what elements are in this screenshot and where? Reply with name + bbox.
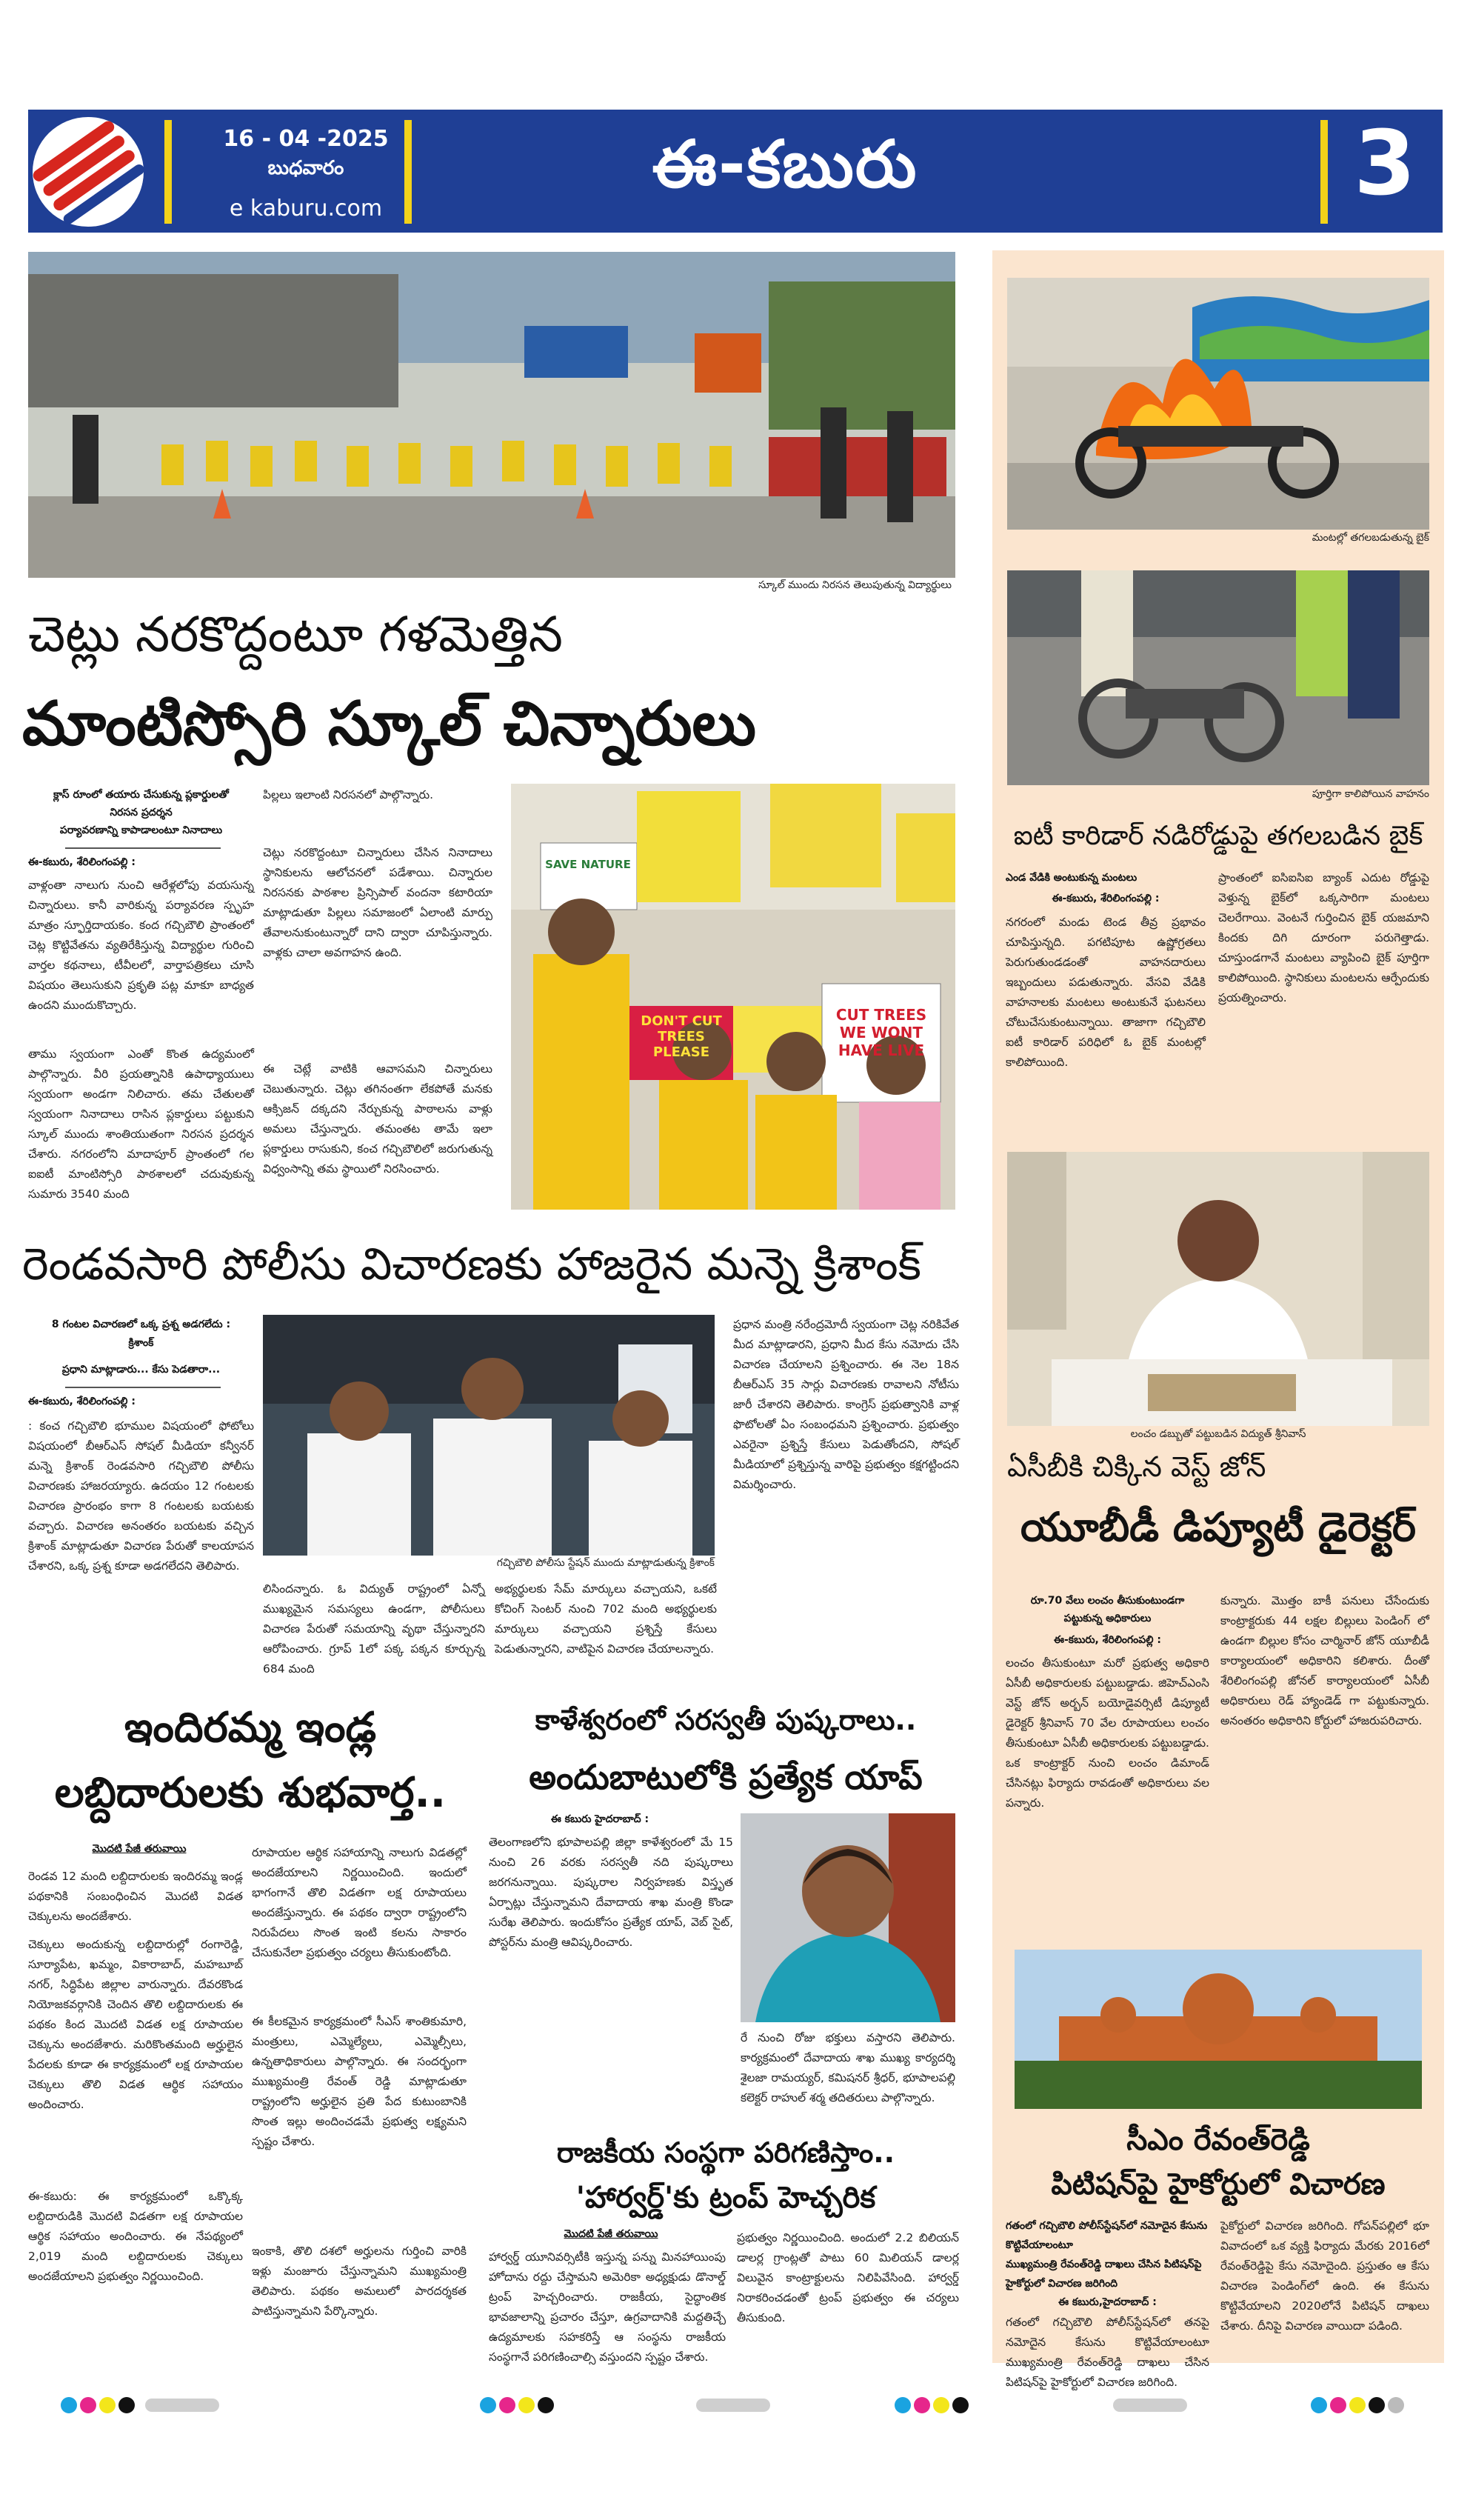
minister-photo bbox=[741, 1813, 955, 2022]
photo-caption: మంటల్లో తగలబడుతున్న బైక్ bbox=[1312, 532, 1429, 544]
story-kicker: ప్రధాని మాట్లాడారు... కేసు పెడతారా... bbox=[61, 1364, 221, 1376]
divider bbox=[65, 1387, 221, 1388]
photo-caption: గచ్చిబౌలి పోలీసు స్టేషన్ ముందు మాట్లాడుతున్న క్రిశాంక్ bbox=[496, 1557, 715, 1569]
story-body: ఈ చెట్లే వాటికి ఆవాసమని చిన్నారులు చెబుతున్నారు. చెట్లు తగినంతగా లేకపోతే మనకు ఆక్సిజన్ దక్కదని నేర్చుకున్న పాఠాలను వాళ్లు అమలు చేస్తున్నారు. తమంతట తామే ఇలా ప్లకార్డులు రాసుకుని, కంచ గచ్చిబౌలిలో జరుగుతున్న విధ్వంసాన్ని తమ స్థాయిలో నిరసించారు. bbox=[263, 1062, 492, 1176]
story-body: చెట్లు నరకొద్దంటూ చిన్నారులు చేసిన నినాదాలు స్థానికులను ఆలోచనలో పడేశాయి. చిన్నారుల నిరసనకు పాఠశాల ప్రిన్సిపాల్ వందనా కటారియా మాట్లాడుతూ పిల్లలు సమాజంలో ఏలాంటి మార్పు తేవాలనుకుంటున్నారో దాని ద్వారా చూపిస్తున్నారు. వాళ్లకు చాలా అవగాహన ఉంది. bbox=[263, 846, 492, 959]
story-headline: సీఎం రేవంత్‌రెడ్డి bbox=[1126, 2123, 1310, 2157]
registration-marks bbox=[1311, 2397, 1404, 2413]
story-body: ప్రాంతంలో ఐసిఐసిఐ బ్యాంక్ ఎదుట రోడ్డుపై వెళ్తున్న బైక్‌లో ఒక్కసారిగా మంటలు చెలరేగాయి. వెంటనే గుర్తించిన బైక్ యజమాని కిందకు దిగి దూరంగా పరుగెత్తాడు. చూస్తుండగానే మంటలు వ్యాపించి బైక్ పూర్తిగా కాలిపోయింది. స్థానికులు మంటలను ఆర్పేందుకు ప్రయత్నించారు. bbox=[1218, 871, 1429, 1004]
registration-bar bbox=[1113, 2399, 1187, 2412]
story-headline: లబ్దిదారులకు శుభవార్త.. bbox=[54, 1769, 447, 1817]
story-kicker: పట్టుకున్న అధికారులు bbox=[1063, 1613, 1152, 1624]
story-byline: ఈ-కబురు, శేరిలింగంపల్లి : bbox=[28, 1396, 136, 1407]
story-body: ప్రభుత్వం నిర్ణయించింది. అందులో 2.2 బిలియన్ డాలర్ల గ్రాంట్లతో పాటు 60 మిలియన్ డాలర్ల విలువైన కాంట్రాక్టులను నిలిపివేసింది. హార్వర్డ్ నిరాకరించడంతో ట్రంప్ ప్రభుత్వం ఈ చర్యలు తీసుకుంది. bbox=[737, 2231, 959, 2324]
story-headline: మాంటిస్సోరి స్కూల్ చిన్నారులు bbox=[22, 689, 756, 759]
story-body: వాళ్లంతా నాలుగు నుంచి ఆరేళ్లలోపు వయసున్న చిన్నారులు. కానీ వారికున్న పర్యావరణ స్పృహ మాత్రం స్ఫూర్తిదాయకం. కంద గచ్చిబౌలి ప్రాంతంలో చెట్ల కొట్టివేతను వ్యతిరేకిస్తున్న విద్యార్థుల గురించి వార్తల కథనాలు, టీవీలలో, వార్తాపత్రికలు చూసి విషయం తెలుసుకుని ప్రకృతి పట్ల మాకూ బాధ్యత ఉందని ముందుకొచ్చారు. bbox=[28, 879, 254, 1012]
story-kicker: పర్యావరణాన్ని కాపాడాలంటూ నినాదాలు bbox=[59, 824, 223, 836]
story-kicker: 8 గంటల విచారణలో ఒక్క ప్రశ్న అడగలేదు : bbox=[51, 1319, 231, 1330]
page-number: 3 bbox=[1354, 113, 1416, 216]
story-headline: రెండవసారి పోలీసు విచారణకు హాజరైన మన్నె క్రిశాంక్ bbox=[22, 1239, 922, 1290]
krishank-photo bbox=[263, 1315, 715, 1556]
photo-caption: లంచం డబ్బుతో పట్టుబడిన విద్యుత్ శ్రీనివాస్ bbox=[1130, 1428, 1306, 1440]
story-byline: ఈ కబురు,హైదరాబాద్ : bbox=[1058, 2296, 1157, 2308]
registration-marks bbox=[480, 2397, 554, 2413]
high-court-photo bbox=[1015, 1950, 1422, 2109]
story-body: ఈ-కబురు: ఈ కార్యక్రమంలో ఒక్కొక్క లబ్దిదారుడికి మొదటి విడతగా లక్ష రూపాయల ఆర్థిక సహాయం అందించారు. ఈ నేపథ్యంలో 2,019 మంది లబ్దిదారులకు చెక్కులు అందజేయాలని ప్రభుత్వం నిర్ణయించింది. bbox=[28, 2190, 243, 2283]
story-body: ఈ కీలకమైన కార్యక్రమంలో సీఎస్ శాంతికుమారి, మంత్రులు, ఎమ్మెల్యేలు, ఎమ్మెల్సీలు, ఉన్నతాధికారులు పాల్గొన్నారు. ఈ సందర్భంగా ముఖ్యమంత్రి రేవంత్ రెడ్డి మాట్లాడుతూ రాష్ట్రంలోని అర్హులైన ప్రతి పేద కుటుంబానికి సొంత ఇల్లు అందించడమే ప్రభుత్వ లక్ష్యమని స్పష్టం చేశారు. bbox=[252, 2015, 467, 2148]
story-body bbox=[489, 2030, 733, 2119]
registration-marks bbox=[61, 2397, 135, 2413]
website-link[interactable]: e kaburu.com bbox=[229, 196, 383, 221]
story-kicker: రూ.70 వేలు లంచం తీసుకుంటుండగా bbox=[1030, 1595, 1185, 1607]
story-body: ప్రధాన మంత్రి నరేంద్రమోదీ స్వయంగా చెట్ల నరికివేత మీద మాట్లాడారని, ప్రధాని మీద కేసు నమోదు చేసి విచారణ చేయాలని ప్రశ్నించారు. ఈ నెల 18న బీఆర్ఎస్ 35 సార్లు విచారణకు రావాలని నోటీసు జారీ చేశారని తెలిపారు. కాంగ్రెస్ ప్రభుత్వానికి వాళ్ల ఫొటోలతో ఏం సంబంధమని ప్రశ్నించారు. ప్రభుత్వం ఎవరైనా ప్రశ్నిస్తే కేసులు పెడుతోందని, సోషల్ మీడియాలో ప్రశ్నిస్తున్న వారిపై ప్రభుత్వం కక్షగట్టిందని విమర్శించారు. bbox=[733, 1318, 959, 1491]
story-body: పైకోర్టులో విచారణ జరిగింది. గోపన్‌పల్లిలో భూ వివాదంలో ఒక వ్యక్తి ఫిర్యాదు మేరకు 2016లో రేవంత్‌రెడ్డిపై కేసు నమోదైంది. ప్రస్తుతం ఆ కేసు విచారణ పెండింగ్‌లో ఉంది. ఈ కేసును కొట్టివేయాలని 2020లోనే పిటిషన్ దాఖలు చేశారు. దీనిపై విచారణ వాయిదా పడింది. bbox=[1220, 2219, 1429, 2333]
story-body: గతంలో గచ్చిబౌలి పోలీస్‌స్టేషన్‌లో తనపై నమోదైన కేసును కొట్టివేయాలంటూ ముఖ్యమంత్రి రేవంత్‌రెడ్డి దాఖలు చేసిన పిటిషన్‌పై హైకోర్టులో విచారణ జరిగింది. bbox=[1006, 2316, 1209, 2389]
burning-bike-photo bbox=[1007, 278, 1429, 530]
story-headline: అందుబాటులోకి ప్రత్యేక యాప్ bbox=[529, 1757, 923, 1797]
placard-text: SAVE NATURE bbox=[545, 858, 631, 871]
photo-caption: స్కూల్ ముందు నిరసన తెలుపుతున్న విద్యార్థులు bbox=[758, 579, 952, 591]
story-headline: పిటిషన్‌పై హైకోర్టులో విచారణ bbox=[1051, 2167, 1386, 2201]
placard-text: CUT TREES WE WONT HAVE LIVE bbox=[835, 1006, 927, 1059]
masthead-divider bbox=[1320, 120, 1328, 224]
story-body: హార్వర్డ్ యూనివర్సిటీకి ఇస్తున్న పన్ను మినహాయింపు హోదాను రద్దు చేస్తామని అమెరికా అధ్యక్షుడు డొనాల్డ్ ట్రంప్ హెచ్చరించారు. రాజకీయ, సైద్ధాంతిక భావజాలాన్ని ప్రచారం చేస్తూ, ఉగ్రవాదానికి మద్దతిచ్చే ఉద్యమాలకు సహకరిస్తే ఆ సంస్థను రాజకీయ సంస్థగానే పరిగణించాల్సి వస్తుందని స్పష్టం చేశారు. bbox=[489, 2250, 726, 2364]
story-body: రే నుంచి రోజు భక్తులు వస్తారని తెలిపారు. కార్యక్రమంలో దేవాదాయ శాఖ ముఖ్య కార్యదర్శి శైలజా రామయ్యర్, కమిషనర్ శ్రీధర్, భూపాలపల్లి కలెక్టర్ రాహుల్ శర్మ తదితరులు పాల్గొన్నారు. bbox=[741, 2031, 955, 2104]
story-headline: 'హార్వర్డ్'కు ట్రంప్ హెచ్చరిక bbox=[575, 2181, 876, 2215]
story-kicker: ముఖ్యమంత్రి రేవంత్‌రెడ్డి దాఖలు చేసిన పిటిషన్‌పై హైకోర్టులో విచారణ జరిగింది bbox=[1006, 2259, 1202, 2290]
story-body: తెలంగాణలోని భూపాలపల్లి జిల్లా కాళేశ్వరంలో మే 15 నుంచి 26 వరకు సరస్వతీ నది పుష్కరాలు జరగనున్నాయి. పుష్కరాల నిర్వహణకు విస్తృత ఏర్పాట్లు చేస్తున్నామని దేవాదాయ శాఖ మంత్రి కొండా సురేఖ తెలిపారు. ఇందుకోసం ప్రత్యేక యాప్, వెబ్ సైట్, పోస్టర్‌ను మంత్రి ఆవిష్కరించారు. bbox=[489, 1836, 733, 1949]
story-byline: ఈ-కబురు, శేరిలింగంపల్లి : bbox=[28, 856, 136, 868]
story-headline: యూబీడీ డిప్యూటీ డైరెక్టర్ bbox=[1020, 1504, 1416, 1550]
children-placards-photo bbox=[511, 784, 955, 1210]
story-headline: కాళేశ్వరంలో సరస్వతీ పుష్కరాలు.. bbox=[535, 1704, 917, 1736]
story-body: పిల్లలు ఇలాంటి నిరసనలో పాల్గొన్నారు. bbox=[263, 788, 434, 801]
issue-day: బుధవారం bbox=[267, 157, 344, 179]
story-body: రెండవ 12 మంది లబ్దిదారులకు ఇందిరమ్మ ఇండ్ల పథకానికి సంబంధించిన మొదటి విడత చెక్కులను అందజేశారు. bbox=[28, 1870, 243, 1923]
story-kicker: ఎండ వేడికి అంటుకున్న మంటలు bbox=[1006, 872, 1137, 884]
ekaburu-logo bbox=[33, 117, 144, 227]
story-byline: మొదటి పేజీ తరువాయి bbox=[564, 2228, 658, 2240]
story-body: లిసిందన్నారు. ఓ విద్యుత్ రాష్ట్రంలో ఏన్నో ముఖ్యమైన సమస్యలు ఉండగా, పోలీసులు విచారణ పేరుతో సమయాన్ని వృథా చేస్తున్నారని ఆరోపించారు. గ్రూప్ 1లో పక్క పక్కన కూర్చున్న 684 మంది bbox=[263, 1582, 485, 1676]
story-body: అభ్యర్థులకు సేమ్ మార్కులు వచ్చాయని, ఒకటే కోచింగ్ సెంటర్ నుంచి 702 మంది అభ్యర్థులకు మార్కులు వచ్చాయని ప్రశ్నిస్తే కేసులు పెడుతున్నారని, వాటిపైన విచారణ చేయాలన్నారు. bbox=[495, 1582, 717, 1656]
story-byline: ఈ-కబురు, శేరిలింగంపల్లి : bbox=[1052, 893, 1160, 904]
divider bbox=[65, 847, 221, 849]
placard-text: DON'T CUT TREES PLEASE bbox=[641, 1013, 722, 1060]
story-body: చెక్కులు అందుకున్న లబ్దిదారుల్లో రంగారెడ్డి, సూర్యాపేట, ఖమ్మం, వికారాబాద్, మహబూబ్ నగర్, సిద్ధిపేట జిల్లాల వారున్నారు. దేవరకొండ నియోజకవర్గానికి చెందిన తొలి లబ్దిదారులకు ఈ పథకం కింద మొదటి విడత లక్ష రూపాయల చెక్కును అందజేశారు. మరికొంతమంది అర్హులైన పేదలకు కూడా ఈ కార్యక్రమంలో లక్ష రూపాయల చెక్కులు తొలి విడత ఆర్థిక సహాయం అందించారు. bbox=[28, 1938, 243, 2111]
story-headline: ఇందిరమ్మ ఇండ్ల bbox=[124, 1704, 377, 1752]
brand-name: ఈ-కబురు bbox=[652, 126, 918, 202]
story-kicker: నిరసన ప్రదర్శన bbox=[110, 807, 173, 819]
burnt-bike-photo bbox=[1007, 570, 1429, 785]
story-headline: ఏసీబీకి చిక్కిన వెస్ట్ జోన్ bbox=[1007, 1450, 1266, 1483]
issue-date: 16 - 04 -2025 bbox=[223, 126, 389, 152]
story-kicker: క్రిశాంక్ bbox=[128, 1337, 154, 1349]
story-body: లంచం తీసుకుంటూ మరో ప్రభుత్వ అధికారి ఏసీబీ అధికారులకు పట్టుబడ్డాడు. జిహెచ్ఎంసి వెస్ట్ జోన్ అర్బన్ బయోడైవర్సిటీ డిప్యూటీ డైరెక్టర్ శ్రీనివాస్ 70 వేల రూపాయలు లంచం తీసుకుంటూ ఏసీబీ అధికారులకు పట్టుబడ్డాడు. ఒక కాంట్రాక్టర్ నుంచి లంచం డిమాండ్ చేసినట్లు ఫిర్యాదు రావడంతో అధికారులు వల పన్నారు. bbox=[1006, 1656, 1209, 1810]
story-body: రూపాయల ఆర్థిక సహాయాన్ని నాలుగు విడతల్లో అందజేయాలని నిర్ణయించింది. ఇందులో భాగంగానే తొలి విడతగా లక్ష రూపాయలు అందజేస్తున్నారు. ఈ పథకం ద్వారా రాష్ట్రంలోని నిరుపేదలు సొంత ఇంటి కలను సాకారం చేసుకునేలా ప్రభుత్వం చర్యలు తీసుకుంటోంది. bbox=[252, 1846, 467, 1959]
acb-official-photo bbox=[1007, 1152, 1429, 1426]
story-body: కున్నారు. మొత్తం బాకీ పనులు చేసేందుకు కాంట్రాక్టరుకు 44 లక్షల బిల్లులు పెండింగ్ లో ఉండగా బిల్లుల కోసం చార్మినార్ జోన్ యూబీడీ కార్యాలయంలో అధికారిని కలిశారు. దీంతో శేరిలింగంపల్లి జోనల్ కార్యాలయంలో ఏసీబీ అధికారులు రెడ్ హ్యాండెడ్ గా పట్టుకున్నారు. అనంతరం అధికారిని కోర్టులో హాజరుపరిచారు. bbox=[1220, 1594, 1429, 1727]
photo-caption: పూర్తిగా కాలిపోయిన వాహనం bbox=[1312, 788, 1429, 800]
story-body: : కంచ గచ్చిబౌలి భూముల విషయంలో ఫోటోలు విషయంలో బీఆర్ఎస్ సోషల్ మీడియా కన్వీనర్ మన్నె క్రిశాంక్ రెండవసారి గచ్చిబౌలి పోలీసు విచారణకు హాజరయ్యారు. ఉదయం 12 గంటలకు విచారణ ప్రారంభం కాగా 8 గంటలకు బయటకు వచ్చారు. విచారణ అనంతరం బయటకు వచ్చిన క్రిశాంక్ మాట్లాడుతూ విచారణ పేరుతో కాలయాపన చేశారని, ఒక్క ప్రశ్న కూడా అడగలేదని తెలిపారు. bbox=[28, 1419, 254, 1573]
story-headline: ఐటీ కారిడార్ నడిరోడ్డుపై తగలబడిన బైక్ bbox=[1013, 821, 1423, 851]
masthead-divider bbox=[164, 120, 172, 224]
story-body: తాము స్వయంగా ఎంతో కొంత ఉద్యమంలో పాల్గొన్నారు. వీరి ప్రయత్నానికి ఉపాధ్యాయులు స్వయంగా అండగా నిలిచారు. తమ చేతులతో స్వయంగా నినాదాలు రాసిన ప్లకార్డులు పట్టుకుని స్కూల్ ముందు శాంతియుతంగా నిరసన ప్రదర్శన చేశారు. నగరంలోని మాదాపూర్ ప్రాంతంలో గల ఐఐటీ మాంటిస్సోరి పాఠశాలలో చదువుకున్న సుమారు 3540 మంది bbox=[28, 1047, 254, 1201]
school-protest-photo bbox=[28, 252, 955, 578]
story-headline: చెట్లు నరకొద్దంటూ గళమెత్తిన bbox=[28, 606, 563, 663]
story-headline: రాజకీయ సంస్థగా పరిగణిస్తాం.. bbox=[556, 2136, 895, 2169]
masthead-divider bbox=[404, 120, 412, 224]
story-byline: మొదటి పేజీ తరువాయి bbox=[92, 1843, 187, 1855]
story-kicker: గతంలో గచ్చిబౌలి పోలీస్‌స్టేషన్‌లో నమోదైన కేసును కొట్టివేయాలంటూ bbox=[1006, 2220, 1208, 2251]
story-byline: ఈ-కబురు, శేరిలింగంపల్లి : bbox=[1054, 1634, 1161, 1646]
story-body: ఇంకాకి, తొలి దశలో అర్హులను గుర్తించి వారికి ఇళ్లు మంజూరు చేస్తున్నామని ముఖ్యమంత్రి తెలిపారు. పథకం అమలులో పారదర్శకత పాటిస్తున్నామని పేర్కొన్నారు. bbox=[252, 2244, 467, 2318]
story-body: నగరంలో మండు టెండ తీవ్ర ప్రభావం చూపిస్తున్నది. పగటిపూట ఉష్ణోగ్రతలు పెరుగుతుండడంతో వాహనదారులు ఇబ్బందులు పడుతున్నారు. వేసవి వేడికి వాహనాలకు మంటలు అంటుకునే ఘటనలు చోటుచేసుకుంటున్నాయి. తాజాగా గచ్చిబౌలి ఐటీ కారిడార్ పరిధిలో ఓ బైక్ మంటల్లో కాలిపోయింది. bbox=[1006, 916, 1206, 1069]
story-kicker: క్లాస్ రూంలో తయారు చేసుకున్న ప్లకార్డులతో bbox=[53, 789, 229, 801]
registration-bar bbox=[145, 2399, 219, 2412]
registration-bar bbox=[696, 2399, 770, 2412]
registration-marks bbox=[895, 2397, 969, 2413]
story-byline: ఈ కబురు హైదరాబాద్ : bbox=[550, 1813, 649, 1825]
